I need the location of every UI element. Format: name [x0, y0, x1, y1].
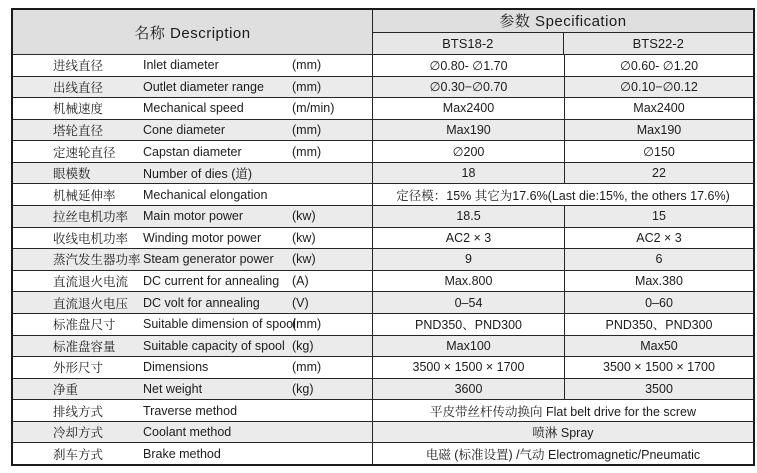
row-label-cn: 冷却方式 — [53, 426, 104, 441]
row-unit: (kw) — [292, 209, 316, 224]
description-header-cell: 名称 Description — [13, 10, 373, 54]
table-row — [13, 335, 753, 357]
row-label-cn: 蒸汽发生器功率 — [53, 253, 141, 268]
row-label-en: Suitable capacity of spool — [143, 338, 285, 353]
row-label-en: Steam generator power — [143, 252, 274, 267]
model-header-bts18: BTS18-2 — [373, 33, 564, 55]
row-value-bts18: 3500 × 1500 × 1700 — [373, 357, 565, 378]
table-row — [13, 183, 753, 205]
row-value-bts22: Max190 — [636, 123, 682, 138]
table-row — [13, 248, 753, 270]
row-value-bts18: 0–54 — [373, 292, 565, 313]
row-label-cn: 进线直径 — [53, 59, 104, 74]
row-unit: (kg) — [292, 381, 314, 396]
row-label-en: Suitable dimension of spool — [143, 317, 296, 332]
table-row — [13, 162, 753, 184]
table-row — [13, 356, 753, 378]
row-value-bts22: 22 — [652, 166, 666, 181]
row-value-bts18: Max2400 — [373, 98, 565, 119]
row-unit: (mm) — [292, 123, 322, 138]
row-label-cn: 机械速度 — [53, 102, 104, 117]
model-header-bts22: BTS22-2 — [632, 35, 684, 51]
row-name-cell — [13, 271, 373, 292]
row-value-bts18: ∅0.80- ∅1.70 — [373, 55, 565, 76]
row-unit: (mm) — [292, 79, 322, 94]
row-label-cn: 标准盘容量 — [53, 339, 116, 354]
row-name-cell — [13, 228, 373, 249]
table-row — [13, 270, 753, 292]
row-value-bts22: 6 — [655, 252, 663, 267]
row-name-cell — [13, 379, 373, 400]
row-value-bts18: ∅200 — [373, 141, 565, 162]
row-label-cn: 刹车方式 — [53, 447, 104, 462]
row-unit: (mm) — [292, 144, 322, 159]
row-value-bts18: ∅0.30−∅0.70 — [373, 77, 565, 98]
row-value-bts22: 3500 — [645, 381, 673, 396]
row-label-cn: 机械延伸率 — [53, 188, 116, 203]
row-value-bts22: ∅0.60- ∅1.20 — [619, 58, 699, 73]
row-value-span: 电磁 (标准设置) /气动 Electromagnetic/Pneumatic — [425, 447, 701, 462]
model-header-row — [373, 33, 753, 55]
row-name-cell — [13, 400, 373, 421]
row-label-en: Coolant method — [143, 425, 232, 440]
row-label-en: Brake method — [143, 446, 221, 461]
row-name-cell — [13, 292, 373, 313]
table-row — [13, 140, 753, 162]
row-name-cell — [13, 184, 373, 205]
specification-header-cell: 参数 Specification — [373, 10, 753, 33]
row-label-en: DC volt for annealing — [143, 295, 260, 310]
row-label-en: Net weight — [143, 381, 203, 396]
table-row — [13, 399, 753, 421]
table-row — [13, 55, 753, 76]
row-name-cell — [13, 314, 373, 335]
table-row — [13, 97, 753, 119]
row-label-en: Inlet diameter — [143, 58, 219, 73]
row-value-bts18: 18 — [373, 163, 565, 184]
table-row — [13, 378, 753, 400]
row-label-cn: 排线方式 — [53, 404, 104, 419]
row-label-en: Number of dies (道) — [143, 167, 253, 182]
row-name-cell — [13, 443, 373, 464]
table-row — [13, 313, 753, 335]
row-value-span: 定径模：15% 其它为17.6%(Last die:15%, the others 17.6%) — [396, 188, 730, 203]
row-unit: (mm) — [292, 58, 322, 73]
table-row — [13, 421, 753, 443]
table-row — [13, 119, 753, 141]
row-label-en: Mechanical elongation — [143, 187, 268, 202]
row-name-cell — [13, 55, 373, 76]
row-name-cell — [13, 357, 373, 378]
row-name-cell — [13, 141, 373, 162]
row-value-bts22: 15 — [652, 209, 666, 224]
row-value-bts22: 0–60 — [645, 295, 673, 310]
specification-header-group — [373, 10, 753, 54]
row-unit: (V) — [292, 295, 309, 310]
row-value-bts18: Max190 — [373, 120, 565, 141]
row-value-bts18: 3600 — [373, 379, 565, 400]
row-label-en: Cone diameter — [143, 123, 225, 138]
row-label-en: Traverse method — [143, 403, 238, 418]
row-label-en: Main motor power — [143, 209, 244, 224]
table-row — [13, 442, 753, 464]
row-unit: (m/min) — [292, 101, 335, 116]
row-label-cn: 拉丝电机功率 — [53, 210, 129, 225]
row-unit: (mm) — [292, 360, 322, 375]
table-body — [13, 55, 753, 464]
row-unit: (kw) — [292, 230, 316, 245]
row-unit: (A) — [292, 274, 309, 289]
row-label-cn: 收线电机功率 — [53, 231, 129, 246]
row-label-cn: 净重 — [53, 382, 79, 397]
row-label-cn: 直流退火电压 — [53, 296, 129, 311]
row-label-en: Outlet diameter range — [143, 79, 264, 94]
row-value-bts22: ∅150 — [643, 145, 675, 160]
row-unit: (kg) — [292, 338, 314, 353]
row-name-cell — [13, 336, 373, 357]
row-value-bts18: 18.5 — [373, 206, 565, 227]
spec-table — [11, 8, 755, 466]
row-label-en: Capstan diameter — [143, 144, 242, 159]
row-value-bts22: AC2 × 3 — [636, 230, 682, 245]
row-label-cn: 标准盘尺寸 — [53, 318, 116, 333]
row-name-cell — [13, 98, 373, 119]
row-name-cell — [13, 422, 373, 443]
row-label-en: Dimensions — [143, 360, 209, 375]
row-name-cell — [13, 206, 373, 227]
row-value-bts22: 3500 × 1500 × 1700 — [603, 360, 715, 375]
table-row — [13, 76, 753, 98]
row-label-cn: 出线直径 — [53, 80, 104, 95]
row-value-bts18: PND350、PND300 — [373, 314, 565, 335]
row-name-cell — [13, 120, 373, 141]
table-row — [13, 227, 753, 249]
row-name-cell — [13, 163, 373, 184]
row-label-en: DC current for annealing — [143, 274, 280, 289]
row-value-bts22: ∅0.10−∅0.12 — [620, 80, 698, 95]
row-label-cn: 外形尺寸 — [53, 361, 104, 376]
row-value-bts22: Max.380 — [635, 274, 683, 289]
row-value-bts22: Max50 — [640, 338, 678, 353]
row-value-bts22: Max2400 — [633, 101, 685, 116]
table-header — [13, 10, 753, 55]
row-value-bts22: PND350、PND300 — [605, 318, 713, 333]
row-value-bts18: Max100 — [373, 336, 565, 357]
row-unit: (mm) — [292, 317, 322, 332]
row-label-cn: 塔轮直径 — [53, 124, 104, 139]
table-row — [13, 205, 753, 227]
row-value-bts18: AC2 × 3 — [373, 228, 565, 249]
row-value-bts18: Max.800 — [373, 271, 565, 292]
table-row — [13, 291, 753, 313]
row-label-cn: 眼模数 — [53, 167, 91, 182]
row-value-bts18: 9 — [373, 249, 565, 270]
row-label-en: Winding motor power — [143, 230, 262, 245]
row-name-cell — [13, 77, 373, 98]
row-value-span: 喷淋 Spray — [532, 426, 594, 441]
row-value-span: 平皮带丝杆传动换向 Flat belt drive for the screw — [429, 404, 697, 419]
row-label-en: Mechanical speed — [143, 101, 244, 116]
row-unit: (kw) — [292, 252, 316, 267]
row-name-cell — [13, 249, 373, 270]
row-label-cn: 定速轮直径 — [53, 145, 116, 160]
row-label-cn: 直流退火电流 — [53, 275, 129, 290]
